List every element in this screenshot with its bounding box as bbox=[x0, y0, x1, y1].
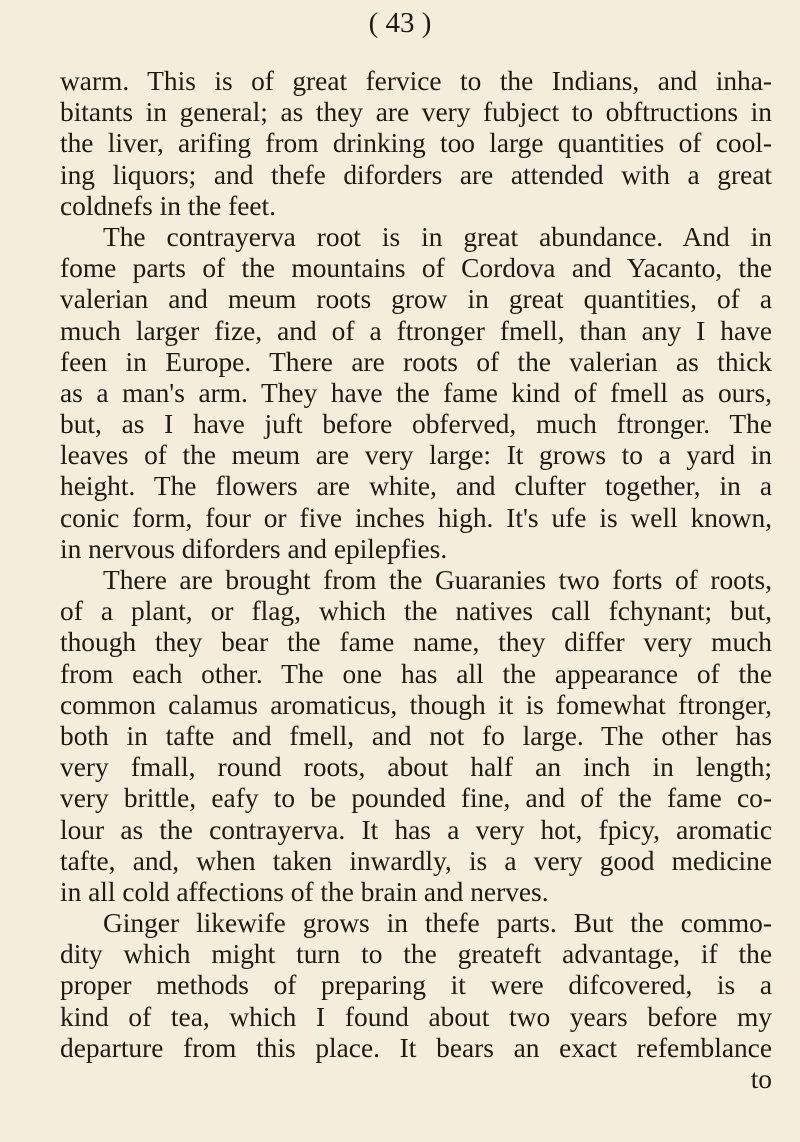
body-text bbox=[60, 66, 772, 1095]
text-line: warm. This is of great fervice to the Indians, and inha- bbox=[60, 66, 772, 96]
text-line: bitants in general; as they are very fubject to obftructions in bbox=[60, 97, 772, 128]
text-line: as a man's arm. They have the fame kind of fmell as ours, bbox=[60, 377, 772, 408]
text-line: The contrayerva root is in great abundance. And in bbox=[103, 221, 772, 252]
text-line: proper methods of preparing it were difcovered, is a bbox=[60, 970, 772, 1001]
text-line: in all cold affections of the brain and nerves. bbox=[60, 876, 549, 907]
text-line: Ginger likewife grows in thefe parts. But the commo- bbox=[103, 908, 772, 939]
page-number: ( 43 ) bbox=[368, 7, 432, 39]
text-line: coldnefs in the feet. bbox=[60, 190, 276, 221]
text-line: dity which might turn to the greateft advantage, if the bbox=[60, 939, 772, 970]
text-line: conic form, four or five inches high. It's ufe is well known, bbox=[60, 502, 772, 533]
text-line: feen in Europe. There are roots of the valerian as thick bbox=[60, 346, 772, 377]
text-line: valerian and meum roots grow in great quantities, of a bbox=[60, 284, 772, 315]
text-line: lour as the contrayerva. It has a very hot, fpicy, aromatic bbox=[60, 814, 772, 845]
text-line: from each other. The one has all the appearance of the bbox=[60, 658, 772, 689]
text-line: fome parts of the mountains of Cordova and Yacanto, the bbox=[60, 253, 772, 284]
text-line: much larger fize, and of a ftronger fmell, than any I have bbox=[60, 315, 772, 346]
text-line: tafte, and, when taken inwardly, is a very good medicine bbox=[60, 845, 772, 876]
text-line: very fmall, round roots, about half an inch in length; bbox=[60, 752, 772, 783]
text-line: in nervous diforders and epilepfies. bbox=[60, 533, 448, 564]
text-line: but, as I have juft before obferved, much ftronger. The bbox=[60, 409, 772, 440]
text-line: very brittle, eafy to be pounded fine, and of the fame co- bbox=[60, 783, 772, 814]
text-line: ing liquors; and thefe diforders are attended with a great bbox=[60, 159, 772, 190]
text-line: height. The flowers are white, and clufter together, in a bbox=[60, 471, 772, 502]
text-line: both in tafte and fmell, and not fo large. The other has bbox=[60, 720, 772, 751]
catchword: to bbox=[750, 1064, 772, 1094]
text-line: kind of tea, which I found about two years before my bbox=[60, 1001, 772, 1032]
text-line: though they bear the fame name, they differ very much bbox=[60, 627, 772, 658]
text-line: common calamus aromaticus, though it is fomewhat ftronger, bbox=[60, 689, 772, 720]
text-line: of a plant, or flag, which the natives call fchynant; but, bbox=[60, 596, 772, 627]
text-line: leaves of the meum are very large: It grows to a yard in bbox=[60, 440, 772, 471]
text-line: departure from this place. It bears an exact refemblance bbox=[60, 1032, 772, 1063]
text-line: the liver, arifing from drinking too large quantities of cool- bbox=[60, 128, 772, 159]
text-line: There are brought from the Guaranies two forts of roots, bbox=[103, 565, 772, 595]
